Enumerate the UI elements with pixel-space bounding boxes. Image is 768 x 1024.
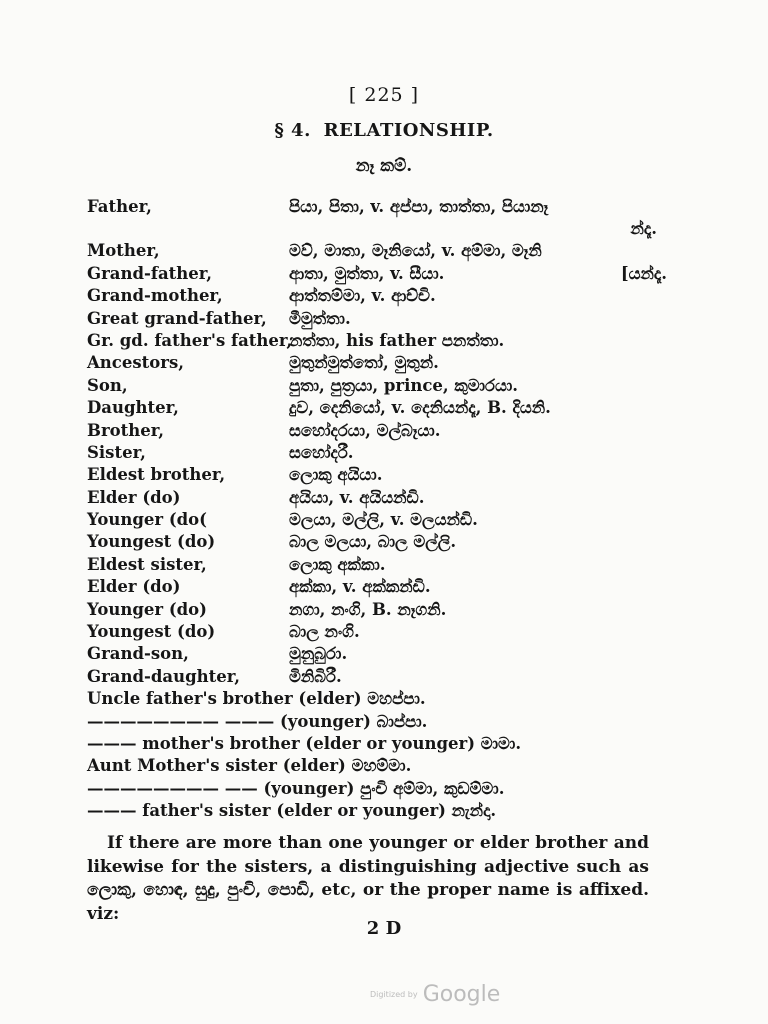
vocab-entry bbox=[87, 196, 667, 218]
relationship-row: ———————— ——— (younger) බාප්පා. bbox=[87, 711, 428, 731]
section-title-text: RELATIONSHIP. bbox=[323, 120, 494, 141]
sinhala-term: නත්තා, his father පනත්තා. bbox=[289, 330, 505, 350]
continuation-line: න්දෑ. bbox=[630, 219, 657, 239]
section-title bbox=[0, 120, 768, 141]
vocab-entry bbox=[87, 308, 667, 330]
english-term: Daughter, bbox=[87, 398, 179, 418]
vocab-entry bbox=[87, 352, 667, 374]
english-term: Mother, bbox=[87, 241, 160, 261]
vocab-entry bbox=[87, 375, 667, 397]
english-term: Younger (do( bbox=[87, 510, 207, 530]
sinhala-term: සහෝදරයා, මල්බෑයා. bbox=[289, 420, 441, 440]
sinhala-term: පියා, පිතා, v. අප්පා, තාත්තා, පියානෑ bbox=[289, 197, 549, 216]
sinhala-heading: නෑ කම්. bbox=[355, 156, 413, 176]
vocab-entry bbox=[87, 240, 667, 262]
sinhala-term: අක්කා, v. අක්කන්ඩි. bbox=[289, 577, 431, 597]
sinhala-term: මිනිබිරී. bbox=[289, 666, 342, 686]
sinhala-term: මව්, මාතා, මෑනියෝ, v. අම්මා, මෑනි bbox=[289, 241, 542, 261]
relationship-row: Aunt Mother's sister (elder) මහම්මා. bbox=[87, 756, 412, 776]
vocab-entry bbox=[87, 643, 667, 665]
sinhala-term: අයියා, v. අයියන්ඩි. bbox=[289, 487, 425, 507]
google-logo: Google bbox=[422, 982, 501, 1007]
sinhala-term: ලොකු අයියා. bbox=[289, 465, 383, 485]
vocab-entry bbox=[87, 464, 667, 486]
english-term: Grand-son, bbox=[87, 644, 189, 664]
vocab-entry bbox=[87, 420, 667, 442]
english-term: Elder (do) bbox=[87, 577, 181, 597]
english-term: Eldest brother, bbox=[87, 465, 226, 485]
english-term: Gr. gd. father's father, bbox=[87, 330, 293, 350]
english-term: Elder (do) bbox=[87, 487, 181, 507]
page-number: [ 225 ] bbox=[348, 84, 420, 106]
english-term: Eldest sister, bbox=[87, 554, 207, 574]
relationship-row: Uncle father's brother (elder) මහප්පා. bbox=[87, 689, 426, 709]
english-term: Sister, bbox=[87, 442, 146, 462]
english-term: Ancestors, bbox=[87, 353, 184, 373]
vocab-entry bbox=[87, 487, 667, 509]
sinhala-term: බාල මලයා, බාල මල්ලි. bbox=[289, 532, 457, 552]
vocab-entry bbox=[87, 509, 667, 531]
relationship-row: ———————— —— (younger) පුංචි අම්මා, කුඩම්මා. bbox=[87, 778, 505, 798]
vocab-entry bbox=[87, 531, 667, 553]
vocab-entry bbox=[87, 263, 667, 285]
relationship-row: ——— mother's brother (elder or younger) මාමා. bbox=[87, 733, 522, 753]
vocab-entry bbox=[87, 397, 667, 419]
english-term: Grand-father, bbox=[87, 263, 212, 283]
english-term: Younger (do) bbox=[87, 599, 207, 619]
body-paragraph: If there are more than one younger or elder brother and likewise for the sisters, a distinguishing adjective such as ලොකු, හොඳ, සුදු, පුංචි, පොඩි, etc, or the proper name is affixed. viz: bbox=[87, 833, 649, 924]
digitized-watermark bbox=[370, 982, 500, 1007]
relationship-row: ——— father's sister (elder or younger) නැන්දා. bbox=[87, 801, 497, 821]
sinhala-term: පුතා, පුත්‍රයා, prince, කුමාරයා. bbox=[289, 375, 519, 395]
vocab-entry bbox=[87, 285, 667, 307]
vocab-entry bbox=[87, 621, 667, 643]
english-term: Youngest (do) bbox=[87, 532, 216, 552]
vocab-entry bbox=[87, 666, 667, 688]
vocab-entry bbox=[87, 442, 667, 464]
vocabulary-list bbox=[87, 196, 667, 823]
watermark-small-text: Digitized by bbox=[370, 990, 418, 999]
vocab-entry bbox=[87, 554, 667, 576]
sinhala-term: මලයා, මල්ලි, v. මලයන්ඩි. bbox=[289, 510, 478, 530]
signature-mark: 2 D bbox=[366, 918, 402, 939]
sinhala-term: දුව, දෙනියෝ, v. දෙනියන්දෑ, B. දියනි. bbox=[289, 398, 551, 418]
sinhala-term: ආත්තම්මා, v. ආච්චි. bbox=[289, 286, 436, 306]
vocab-entry bbox=[87, 330, 667, 352]
english-term: Youngest (do) bbox=[87, 622, 216, 642]
sinhala-term: සහෝදරී. bbox=[289, 442, 354, 462]
sinhala-term: නගා, නංගි, B. නෑගනි. bbox=[289, 599, 447, 619]
sinhala-term: ආතා, මුත්තා, v. සීයා. bbox=[289, 263, 445, 283]
english-term: Great grand-father, bbox=[87, 308, 267, 328]
english-term: Grand-daughter, bbox=[87, 666, 240, 686]
sinhala-term: මුනුබුරා. bbox=[289, 644, 348, 664]
sinhala-term: මීමුත්තා. bbox=[289, 308, 351, 328]
vocab-entry bbox=[87, 599, 667, 621]
english-term: Father, bbox=[87, 197, 152, 216]
english-term: Son, bbox=[87, 375, 128, 395]
continuation-fragment: [යන්දෑ. bbox=[620, 263, 667, 283]
section-mark: § 4. bbox=[274, 120, 311, 141]
sinhala-term: මුතුන්මුත්තෝ, මුතුන්. bbox=[289, 353, 439, 373]
english-term: Brother, bbox=[87, 420, 164, 440]
sinhala-term: බාල නංගි. bbox=[289, 622, 360, 642]
sinhala-term: ලොකු අක්කා. bbox=[289, 554, 386, 574]
vocab-entry bbox=[87, 576, 667, 598]
english-term: Grand-mother, bbox=[87, 286, 223, 306]
